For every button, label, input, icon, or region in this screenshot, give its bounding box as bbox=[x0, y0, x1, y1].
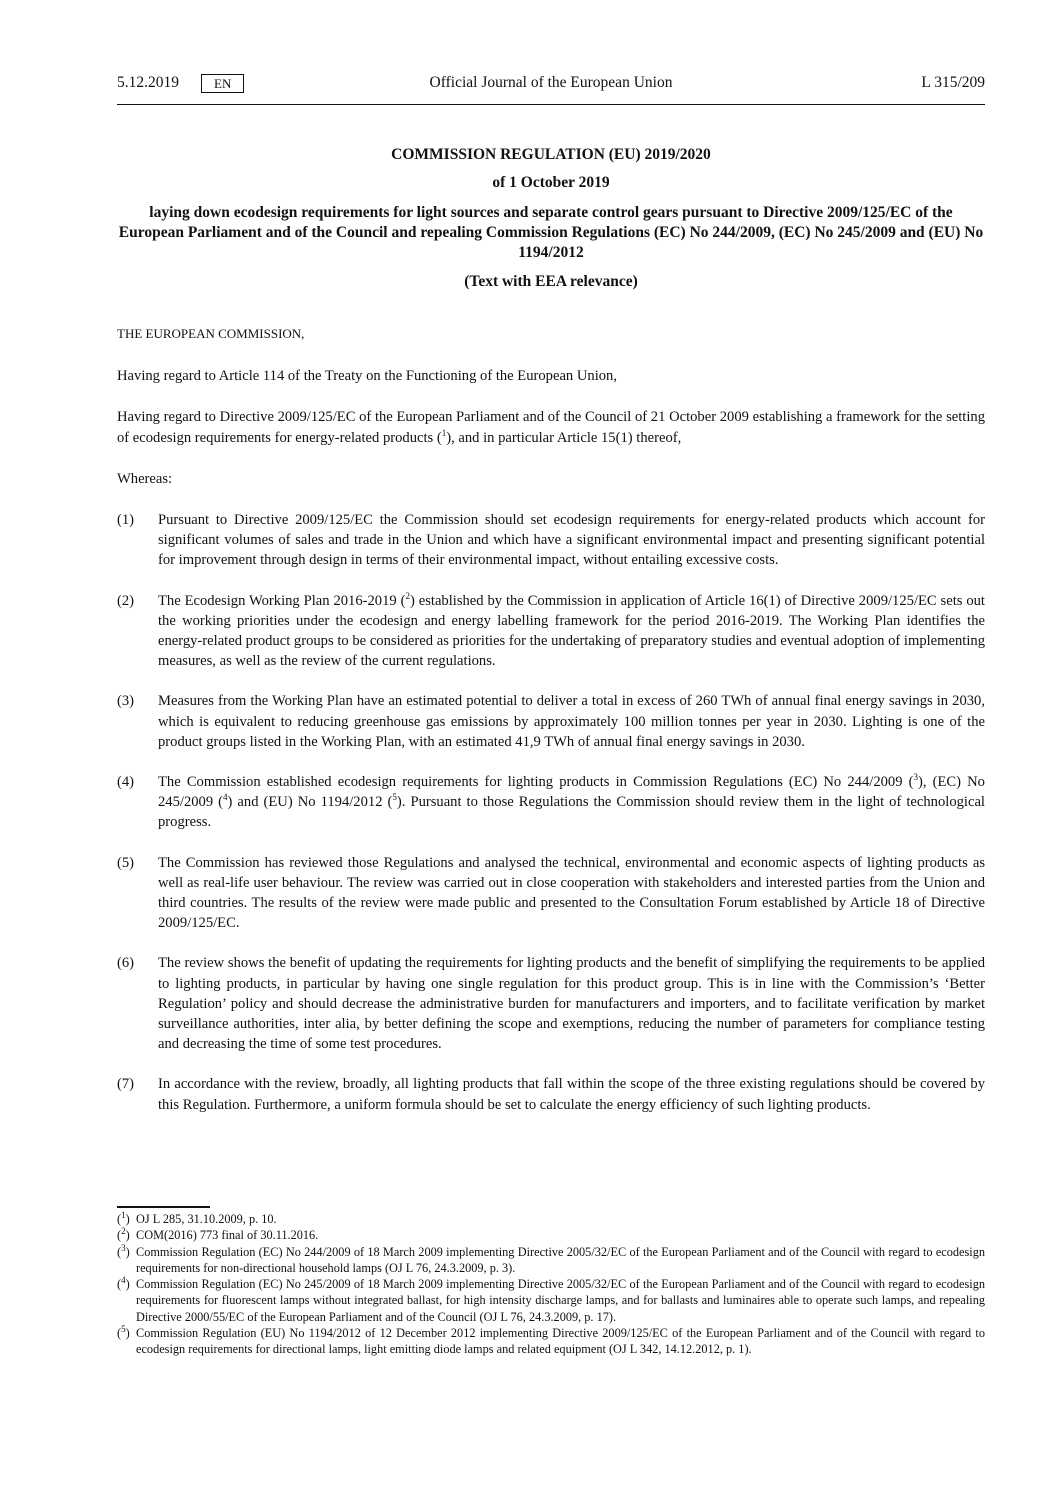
footnote-text: Commission Regulation (EC) No 244/2009 of 18 March 2009 implementing Directive 2005/32/EC of the European Parliament and of the Council with regard to ecodesign requirements for non-directional household lamps (OJ L 76, 24.3.2009, p. 3). bbox=[136, 1244, 985, 1275]
recital bbox=[117, 691, 985, 752]
recital bbox=[117, 591, 985, 672]
language-badge: EN bbox=[201, 74, 244, 93]
footnote-text: OJ L 285, 31.10.2009, p. 10. bbox=[136, 1212, 277, 1226]
footnote-number: ($^1$) bbox=[117, 1209, 130, 1226]
recital-text-part: The Commission established ecodesign requirements for lighting products in Commission Regulations (EC) No 244/2009 ( bbox=[158, 774, 914, 791]
footnote-text: COM(2016) 773 final of 30.11.2016. bbox=[136, 1228, 319, 1243]
recital bbox=[117, 510, 985, 571]
footnote bbox=[117, 1211, 985, 1227]
footnote-text: Commission Regulation (EU) No 1194/2012 of 12 December 2012 implementing Directive 2009/125/EC of the European Parliament and of the Council with regard to ecodesign requirements for directional lamps, light emitting diode lamps and related equipment (OJ L 342, 14.12.2012, p. 1). bbox=[136, 1326, 985, 1357]
recital bbox=[117, 853, 985, 934]
recital-text bbox=[158, 591, 985, 672]
citation-text: Having regard to Directive 2009/125/EC of the European Parliament and of the Council of 21 October 2009 establishing a framework for the setting of ecodesign requirements for energy-related products ( bbox=[117, 409, 985, 446]
footnote-number-sup: 4 bbox=[121, 1275, 126, 1286]
regulation-title: COMMISSION REGULATION (EU) 2019/2020 bbox=[391, 146, 711, 163]
footnote-ref[interactable]: 5 bbox=[392, 792, 397, 803]
footnote-number-sup: 3 bbox=[121, 1242, 126, 1253]
footnote-divider bbox=[117, 1206, 210, 1208]
footnote-ref[interactable]: 2 bbox=[405, 590, 410, 601]
recital-text: Pursuant to Directive 2009/125/EC the Commission should set ecodesign requirements for energy-related products which account for significant volumes of sales and trade in the Union and which have a significant environmental impact and presenting significant potential for improvement through design in terms of their environmental impact, without entailing excessive costs. bbox=[158, 512, 985, 569]
footnote-number: ($^2$) bbox=[117, 1226, 130, 1243]
recital-number: (3) bbox=[117, 693, 135, 710]
running-header bbox=[117, 74, 985, 96]
footnote bbox=[117, 1276, 985, 1325]
regulation-subject: laying down ecodesign requirements for light sources and separate control gears pursuant to Directive 2009/125/EC of the European Parliament and of the Council and repealing Commission Regulations (EC) No 244/2009, (EC) No 245/2009 and (EU) No 1194/2012 bbox=[118, 204, 984, 261]
footnotes bbox=[117, 1211, 985, 1358]
recital-text: The review shows the benefit of updating the requirements for lighting products and the benefit of simplifying the requirements to be applied to lighting products, in particular by having one single regulation for this product group. This is in line with the Commission’s ‘Better Regulation’ policy and should decrease the administrative burden for manufacturers and importers, and to facilitate verification by market surveillance authorities, inter alia, by better defining the scope and exemptions, reducing the number of parameters for compliance testing and decreasing the time of some test procedures. bbox=[158, 955, 985, 1053]
recital bbox=[117, 953, 985, 1054]
footnote-number: ($^3$) bbox=[117, 1242, 130, 1259]
journal-reference: L 315/209 bbox=[921, 74, 985, 91]
recital-number: (7) bbox=[117, 1076, 135, 1093]
commission-heading: THE EUROPEAN COMMISSION, bbox=[117, 326, 305, 341]
footnote-ref[interactable]: 4 bbox=[223, 792, 228, 803]
publication-date: 5.12.2019 bbox=[117, 74, 179, 91]
footnote-number-sup: 2 bbox=[121, 1226, 126, 1237]
recital-text-part: ), (EC) No 245/2009 ( bbox=[158, 774, 985, 811]
recital-text-part: ) and (EU) No 1194/2012 ( bbox=[227, 794, 393, 811]
footnote-number: ($^4$) bbox=[117, 1275, 130, 1292]
footnote-number: ($^5$) bbox=[117, 1323, 130, 1341]
recital-text-part: The Ecodesign Working Plan 2016-2019 ( bbox=[158, 592, 406, 609]
recital-text: The Commission has reviewed those Regulations and analysed the technical, environmental and economic aspects of lighting products as well as real-life user behaviour. The review was carried out in close cooperation with stakeholders and interested parties from the Union and third countries. The results of the review were made public and presented to the Consultation Forum established by Article 18 of Directive 2009/125/EC. bbox=[158, 854, 985, 932]
footnote-text: Commission Regulation (EC) No 245/2009 of 18 March 2009 implementing Directive 2005/32/EC of the European Parliament and of the Council with regard to ecodesign requirements for fluorescent lamps without integrated ballast, for high intensity discharge lamps, and for ballasts and luminaires able to operate such lamps, and repealing Directive 2000/55/EC of the European Parliament and of the Council (OJ L 76, 24.3.2009, p. 17). bbox=[136, 1277, 985, 1324]
footnote-ref[interactable]: 3 bbox=[913, 772, 918, 783]
whereas-heading: Whereas: bbox=[117, 470, 173, 487]
citation-text: ), and in particular Article 15(1) thereof, bbox=[446, 429, 682, 446]
document-body bbox=[117, 324, 985, 1135]
footnote-number-sup: 1 bbox=[121, 1209, 126, 1220]
footnote bbox=[117, 1325, 985, 1358]
recital bbox=[117, 1074, 985, 1114]
recital-text-part: ) established by the Commission in application of Article 16(1) of Directive 2009/125/EC sets out the working priorities under the ecodesign and energy labelling framework for the period 2016-2019. The Working Plan identifies the energy-related product groups to be considered as priorities for the undertaking of preparatory studies and eventual adoption of implementing measures, as well as the review of the current regulations. bbox=[158, 592, 985, 670]
recital-text bbox=[158, 772, 985, 833]
footnote-number-sup: 5 bbox=[121, 1323, 126, 1334]
recital-number: (5) bbox=[117, 854, 135, 871]
recital-number: (2) bbox=[117, 592, 135, 609]
eea-relevance: (Text with EEA relevance) bbox=[464, 273, 638, 290]
recital-text: In accordance with the review, broadly, all lighting products that fall within the scope of the three existing regulations should be covered by this Regulation. Furthermore, a uniform formula should be set to calculate the energy efficiency of such lighting products. bbox=[158, 1076, 985, 1113]
journal-title: Official Journal of the European Union bbox=[429, 74, 673, 91]
footnote bbox=[117, 1227, 985, 1243]
citation-directive bbox=[117, 407, 985, 447]
recital bbox=[117, 772, 985, 833]
footnote-ref[interactable]: 1 bbox=[441, 427, 447, 438]
recital-text: Measures from the Working Plan have an estimated potential to deliver a total in excess of 260 TWh of annual final energy savings in 2030, which is equivalent to reducing greenhouse gas emissions by approximately 100 million tonnes per year in 2030. Lighting is one of the product groups listed in the Working Plan, with an estimated 41,9 TWh of annual final energy savings in 2030. bbox=[158, 693, 985, 750]
footnote bbox=[117, 1244, 985, 1277]
citation-treaty: Having regard to Article 114 of the Treaty on the Functioning of the European Union, bbox=[117, 368, 618, 385]
header-divider bbox=[117, 104, 985, 105]
recital-number: (6) bbox=[117, 955, 135, 972]
recital-text-part: ). Pursuant to those Regulations the Commission should review them in the light of technological progress. bbox=[158, 794, 985, 831]
title-block bbox=[117, 145, 985, 292]
regulation-date: of 1 October 2019 bbox=[492, 174, 610, 191]
recital-number: (4) bbox=[117, 774, 135, 791]
recital-number: (1) bbox=[117, 512, 135, 529]
